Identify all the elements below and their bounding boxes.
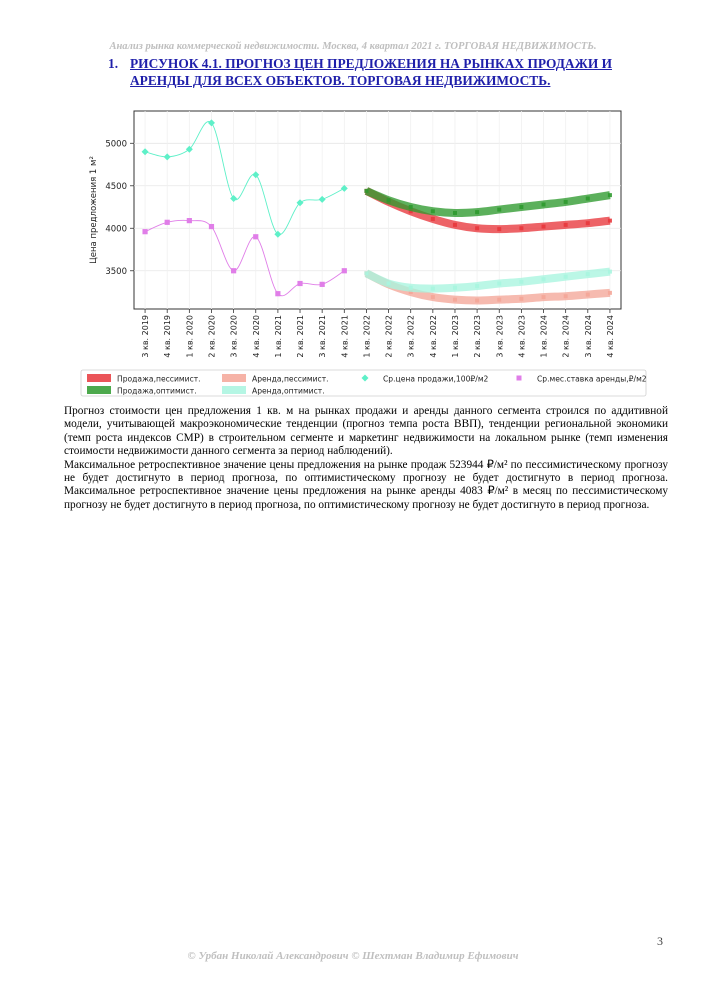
forecast-point	[608, 193, 612, 197]
forecast-point	[497, 227, 501, 231]
x-tick-label: 4 кв. 2022	[428, 315, 438, 358]
x-tick-label: 2 кв. 2021	[296, 315, 306, 358]
forecast-point	[364, 189, 368, 193]
x-tick-label: 1 кв. 2021	[273, 315, 283, 358]
forecast-point	[519, 226, 523, 230]
data-point	[297, 281, 302, 286]
x-tick-label: 4 кв. 2023	[517, 315, 527, 358]
x-tick-label: 2 кв. 2022	[384, 315, 394, 358]
data-point	[165, 220, 170, 225]
legend-marker	[517, 376, 522, 381]
legend-label: Продажа,оптимист.	[117, 386, 197, 396]
forecast-point	[475, 210, 479, 214]
forecast-point	[542, 295, 546, 299]
forecast-point	[475, 226, 479, 230]
forecast-point	[431, 209, 435, 213]
body-text	[64, 405, 668, 512]
forecast-point	[542, 202, 546, 206]
page-number: 3	[657, 934, 663, 948]
data-point	[253, 234, 258, 239]
forecast-point	[542, 225, 546, 229]
x-tick-label: 2 кв. 2023	[473, 315, 483, 358]
forecast-point	[608, 270, 612, 274]
forecast-point	[453, 223, 457, 227]
forecast-point	[519, 297, 523, 301]
running-header: Анализ рынка коммерческой недвижимости. Москва, 4 квартал 2021 г. ТОРГОВАЯ НЕДВИЖИМОСТЬ.	[109, 41, 597, 52]
forecast-chart	[76, 104, 656, 404]
forecast-point	[542, 277, 546, 281]
legend-swatch	[87, 374, 111, 382]
forecast-point	[409, 205, 413, 209]
x-tick-label: 3 кв. 2020	[229, 315, 239, 358]
forecast-point	[453, 286, 457, 290]
figure-title-text: РИСУНОК 4.1. ПРОГНОЗ ЦЕН ПРЕДЛОЖЕНИЯ НА РЫНКАХ ПРОДАЖИ И АРЕНДЫ ДЛЯ ВСЕХ ОБЪЕКТОВ. ТОРГОВАЯ НЕДВИЖИМОСТЬ.	[130, 56, 613, 88]
forecast-point	[387, 282, 391, 286]
x-tick-label: 1 кв. 2020	[185, 315, 195, 358]
forecast-point	[497, 298, 501, 302]
x-tick-label: 4 кв. 2019	[163, 315, 173, 358]
plot-area	[89, 111, 621, 358]
x-tick-label: 3 кв. 2021	[318, 315, 328, 358]
forecast-point	[519, 205, 523, 209]
figure-title	[100, 55, 660, 89]
y-tick-label: 3500	[105, 266, 127, 277]
x-tick-label: 2 кв. 2024	[561, 314, 571, 358]
legend-label: Аренда,оптимист.	[252, 386, 325, 396]
figure-number: 1.	[108, 56, 119, 71]
legend-swatch	[222, 374, 246, 382]
paragraph-method: Прогноз стоимости цен предложения 1 кв. м на рынках продажи и аренды данного сегмента строился по аддитивной модели, учитывающей макроэкономические тенденции (прогноз темпа роста ВВП), тенденции региональной экономики (темп роста индексов СМР) в строительном сегменте и маркетинг недвижимости на локальном рынке (темп изменения стоимости недвижимости данного сегмента за период наблюдений).	[64, 405, 668, 458]
data-point	[231, 268, 236, 273]
x-tick-label: 1 кв. 2022	[362, 315, 372, 358]
paragraph-max-values: Максимальное ретроспективное значение цены предложения на рынке продаж 523944 ₽/м² по пессимистическому прогнозу не будет достигнуто в период прогноза, по оптимистическому прогнозу не будет достигнуто в период прогноза. Максимальное ретроспективное значение цены предложения на рынке аренды 4083 ₽/м² в месяц по пессимистическому прогнозу не будет достигнуто в период прогноза, по оптимистическому прогнозу не будет достигнуто в период прогноза.	[64, 458, 668, 511]
forecast-point	[431, 295, 435, 299]
forecast-point	[586, 197, 590, 201]
legend-label: Ср.мес.ставка аренды,₽/м2	[537, 374, 647, 384]
data-point	[342, 268, 347, 273]
y-tick-label: 4000	[105, 224, 127, 235]
legend-label: Аренда,пессимист.	[252, 374, 329, 384]
y-tick-label: 4500	[105, 181, 127, 192]
x-tick-label: 3 кв. 2024	[583, 315, 593, 358]
forecast-point	[431, 287, 435, 291]
x-tick-label: 3 кв. 2019	[141, 315, 151, 358]
x-tick-label: 4 кв. 2020	[251, 315, 261, 358]
x-tick-label: 1 кв. 2023	[450, 315, 460, 358]
data-point	[209, 224, 214, 229]
x-tick-label: 4 кв. 2024	[605, 315, 615, 358]
forecast-point	[608, 219, 612, 223]
chart-legend	[81, 370, 647, 396]
copyright-footer: © Урбан Николай Александрович © Шехтман Владимир Ефимович	[187, 950, 519, 962]
forecast-point	[586, 272, 590, 276]
legend-label: Продажа,пессимист.	[117, 374, 201, 384]
legend-swatch	[222, 386, 246, 394]
forecast-point	[364, 271, 368, 275]
data-point	[275, 291, 280, 296]
x-tick-label: 1 кв. 2024	[539, 314, 549, 358]
forecast-point	[497, 282, 501, 286]
y-tick-label: 5000	[105, 139, 127, 150]
data-point	[187, 218, 192, 223]
forecast-point	[475, 299, 479, 303]
forecast-point	[475, 284, 479, 288]
x-tick-label: 2 кв. 2020	[207, 315, 217, 358]
forecast-point	[387, 198, 391, 202]
forecast-point	[519, 280, 523, 284]
x-tick-label: 3 кв. 2022	[406, 315, 416, 358]
x-tick-label: 4 кв. 2021	[340, 315, 350, 358]
data-point	[142, 229, 147, 234]
forecast-point	[564, 200, 568, 204]
forecast-point	[409, 286, 413, 290]
forecast-point	[564, 275, 568, 279]
forecast-point	[453, 211, 457, 215]
forecast-point	[431, 217, 435, 221]
y-axis-label: Цена предложения 1 м²	[89, 156, 99, 264]
x-tick-label: 3 кв. 2023	[495, 315, 505, 358]
legend-swatch	[87, 386, 111, 394]
data-point	[320, 282, 325, 287]
forecast-point	[564, 223, 568, 227]
forecast-point	[586, 293, 590, 297]
forecast-point	[608, 291, 612, 295]
forecast-point	[453, 298, 457, 302]
forecast-point	[564, 294, 568, 298]
legend-label: Ср.цена продажи,100₽/м2	[383, 374, 489, 384]
forecast-point	[497, 208, 501, 212]
forecast-point	[586, 221, 590, 225]
